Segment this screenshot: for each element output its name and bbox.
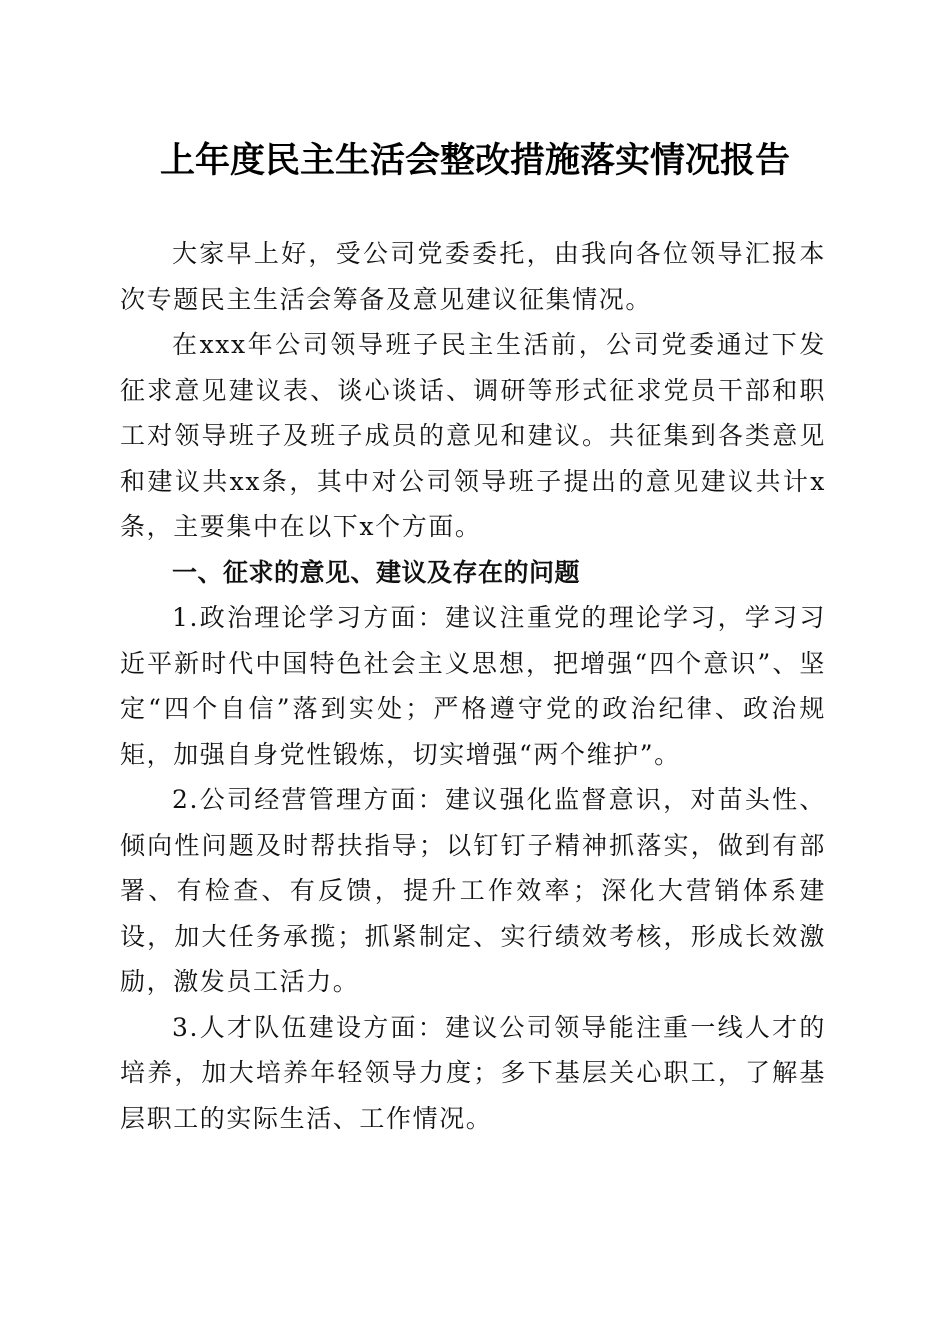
paragraph-greeting: 大家早上好，受公司党委委托，由我向各位领导汇报本次专题民主生活会筹备及意见建议征集情况。	[120, 239, 826, 314]
paragraph-item-political-study: 1.政治理论学习方面：建议注重党的理论学习，学习习近平新时代中国特色社会主义思想，把增强“四个意识”、坚定“四个自信”落到实处；严格遵守党的政治纪律、政治规矩，加强自身党性锻炼，切实增强“两个维护”。	[120, 603, 826, 769]
paragraph-item-business-management: 2.公司经营管理方面：建议强化监督意识，对苗头性、倾向性问题及时帮扶指导；以钉钉子精神抓落实，做到有部署、有检查、有反馈，提升工作效率；深化大营销体系建设，加大任务承揽；抓紧制定、实行绩效考核，形成长效激励，激发员工活力。	[120, 785, 826, 996]
document-title: 上年度民主生活会整改措施落实情况报告	[159, 140, 790, 181]
paragraph-item-talent-building: 3.人才队伍建设方面：建议公司领导能注重一线人才的培养，加大培养年轻领导力度；多下基层关心职工，了解基层职工的实际生活、工作情况。	[120, 1012, 826, 1133]
paragraph-collection-summary: 在xxx年公司领导班子民主生活前，公司党委通过下发征求意见建议表、谈心谈话、调研等形式征求党员干部和职工对领导班子及班子成员的意见和建议。共征集到各类意见和建议共xx条，其中对公司领导班子提出的意见建议共计x条，主要集中在以下x个方面。	[120, 330, 826, 541]
document-body	[120, 231, 826, 1141]
section-heading: 一、征求的意见、建议及存在的问题	[172, 557, 581, 587]
